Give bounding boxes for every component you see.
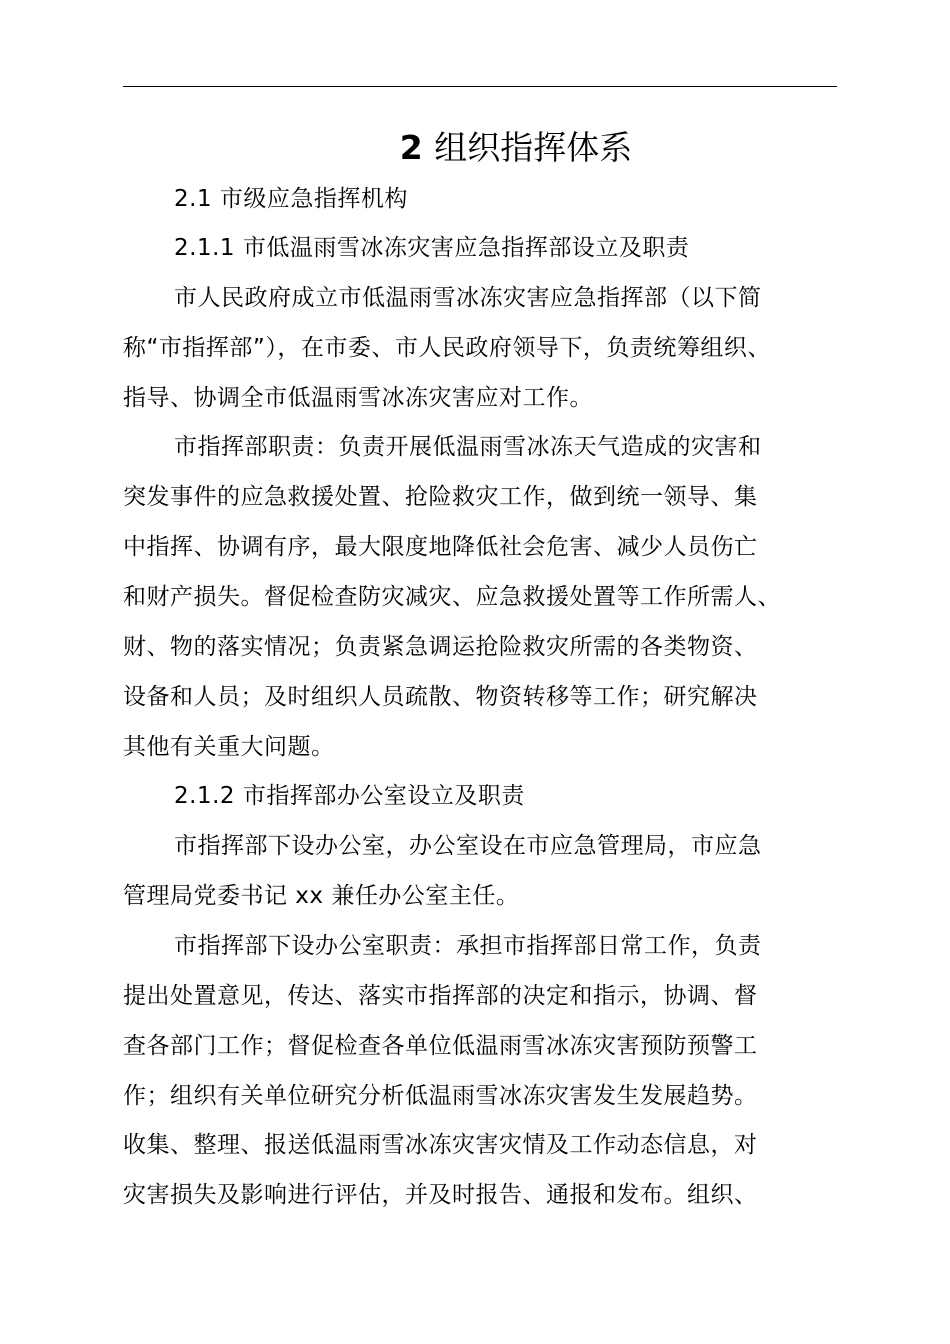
paragraph-line: 和财产损失。督促检查防灾减灾、应急救援处置等工作所需人、	[123, 584, 781, 610]
paragraph-line: 市指挥部下设办公室，办公室设在市应急管理局，市应急	[174, 833, 762, 859]
paragraph-line: 其他有关重大问题。	[123, 734, 335, 760]
paragraph-line: 作；组织有关单位研究分析低温雨雪冰冻灾害发生发展趋势。	[123, 1083, 758, 1109]
paragraph-line: 财、物的落实情况；负责紧急调运抢险救灾所需的各类物资、	[123, 634, 758, 660]
paragraph-line: 指导、协调全市低温雨雪冰冻灾害应对工作。	[123, 385, 593, 411]
paragraph-line: 收集、整理、报送低温雨雪冰冻灾害灾情及工作动态信息，对	[123, 1132, 758, 1158]
paragraph-line: 管理局党委书记 xx 兼任办公室主任。	[123, 883, 520, 909]
paragraph-line: 市人民政府成立市低温雨雪冰冻灾害应急指挥部（以下简	[174, 285, 762, 311]
paragraph-line: 灾害损失及影响进行评估，并及时报告、通报和发布。组织、	[123, 1182, 758, 1208]
section-heading-2-1: 2.1 市级应急指挥机构	[174, 186, 408, 212]
page-title	[0, 126, 950, 170]
title-number: 2	[399, 128, 423, 167]
paragraph-line: 突发事件的应急救援处置、抢险救灾工作，做到统一领导、集	[123, 484, 758, 510]
paragraph-line: 市指挥部职责：负责开展低温雨雪冰冻天气造成的灾害和	[174, 434, 762, 460]
section-heading-2-1-1: 2.1.1 市低温雨雪冰冻灾害应急指挥部设立及职责	[174, 235, 690, 261]
title-text: 组织指挥体系	[434, 128, 633, 167]
paragraph-line: 查各部门工作；督促检查各单位低温雨雪冰冻灾害预防预警工	[123, 1033, 758, 1059]
header-rule	[123, 86, 837, 87]
paragraph-line: 称“市指挥部”），在市委、市人民政府领导下，负责统筹组织、	[123, 335, 771, 361]
section-heading-2-1-2: 2.1.2 市指挥部办公室设立及职责	[174, 783, 525, 809]
paragraph-line: 设备和人员；及时组织人员疏散、物资转移等工作；研究解决	[123, 684, 758, 710]
paragraph-line: 提出处置意见，传达、落实市指挥部的决定和指示，协调、督	[123, 983, 758, 1009]
paragraph-line: 市指挥部下设办公室职责：承担市指挥部日常工作，负责	[174, 933, 762, 959]
paragraph-line: 中指挥、协调有序，最大限度地降低社会危害、减少人员伤亡	[123, 534, 758, 560]
